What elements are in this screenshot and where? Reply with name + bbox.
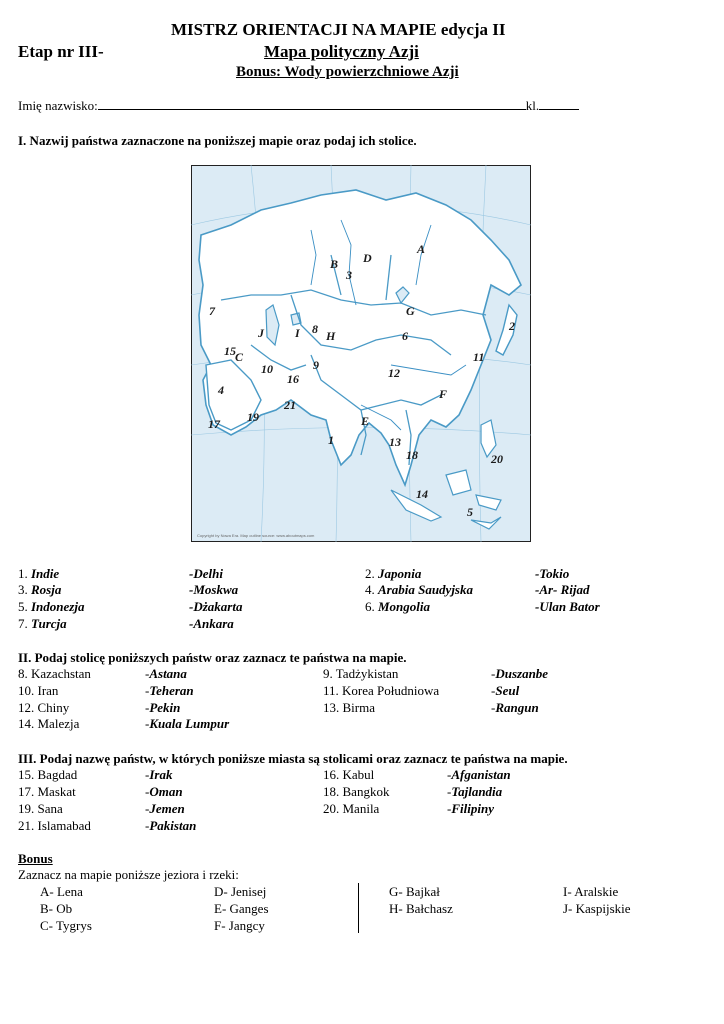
map-label: D — [363, 251, 372, 265]
bonus-subtitle: Bonus: Wody powierzchniowe Azji — [236, 64, 459, 80]
bonus-instruction: Zaznacz na mapie poniższe jeziora i rzeki: — [18, 867, 239, 882]
name-label: Imię nazwisko: — [18, 98, 98, 113]
map-label: 17 — [208, 417, 220, 431]
bonus-item: H- Bałchasz — [389, 901, 453, 916]
map-label: 20 — [491, 452, 503, 466]
name-field[interactable] — [98, 98, 526, 110]
map-label: 6 — [402, 329, 408, 343]
column-divider — [358, 883, 359, 933]
map-label: 12 — [388, 366, 400, 380]
map-label: C — [235, 350, 244, 364]
map-label: J — [258, 326, 264, 340]
map-label: G — [406, 304, 415, 318]
map-label: 14 — [416, 487, 428, 501]
map-label: 10 — [261, 362, 273, 376]
section3-heading: III. Podaj nazwę państw, w których poniższe miasta są stolicami oraz zaznacz te państwa na mapie. — [18, 751, 568, 766]
map-label: H — [326, 329, 336, 343]
map-label: B — [330, 257, 339, 271]
asia-political-map — [191, 165, 531, 542]
map-label: 13 — [389, 435, 401, 449]
name-line — [18, 98, 579, 114]
map-label: 19 — [247, 410, 259, 424]
class-label: kl. — [525, 98, 540, 113]
map-label: 18 — [406, 448, 418, 462]
bonus-item: I- Aralskie — [563, 884, 619, 899]
bonus-item: J- Kaspijskie — [563, 901, 631, 916]
bonus-item: E- Ganges — [214, 901, 269, 916]
map-label: 4 — [218, 383, 224, 397]
map-label: E — [361, 414, 370, 428]
section2-heading: II. Podaj stolicę poniższych państw oraz zaznacz te państwa na mapie. — [18, 650, 407, 665]
map-label: F — [439, 387, 448, 401]
class-field[interactable] — [539, 98, 579, 110]
bonus-item: C- Tygrys — [40, 918, 92, 933]
bonus-item: F- Jangcy — [214, 918, 265, 933]
map-label: 1 — [328, 433, 334, 447]
map-label: 16 — [287, 372, 299, 386]
section1-heading: I. Nazwij państwa zaznaczone na poniższej mapie oraz podaj ich stolice. — [18, 133, 417, 148]
bonus-item: G- Bajkał — [389, 884, 440, 899]
map-label: 21 — [284, 398, 296, 412]
stage-label: Etap nr III- — [18, 42, 104, 61]
map-label: I — [295, 326, 300, 340]
bonus-item: B- Ob — [40, 901, 73, 916]
map-credit: Copyright by Nowa Era. Map outline source: www.aboutmaps.com — [197, 533, 315, 538]
map-label: 9 — [313, 358, 319, 372]
map-label: 3 — [346, 268, 352, 282]
bonus-item: A- Lena — [40, 884, 83, 899]
map-label: A — [417, 242, 426, 256]
subtitle: Mapa polityczny Azji — [264, 42, 419, 61]
bonus-heading: Bonus — [18, 851, 53, 866]
map-label: 15 — [224, 344, 236, 358]
document-title: MISTRZ ORIENTACJI NA MAPIE edycja II — [171, 20, 506, 39]
map-label: 8 — [312, 322, 318, 336]
bonus-item: D- Jenisej — [214, 884, 267, 899]
map-label: 2 — [509, 319, 515, 333]
map-label: 7 — [209, 304, 215, 318]
map-label: 5 — [467, 505, 473, 519]
map-label: 11 — [473, 350, 485, 364]
